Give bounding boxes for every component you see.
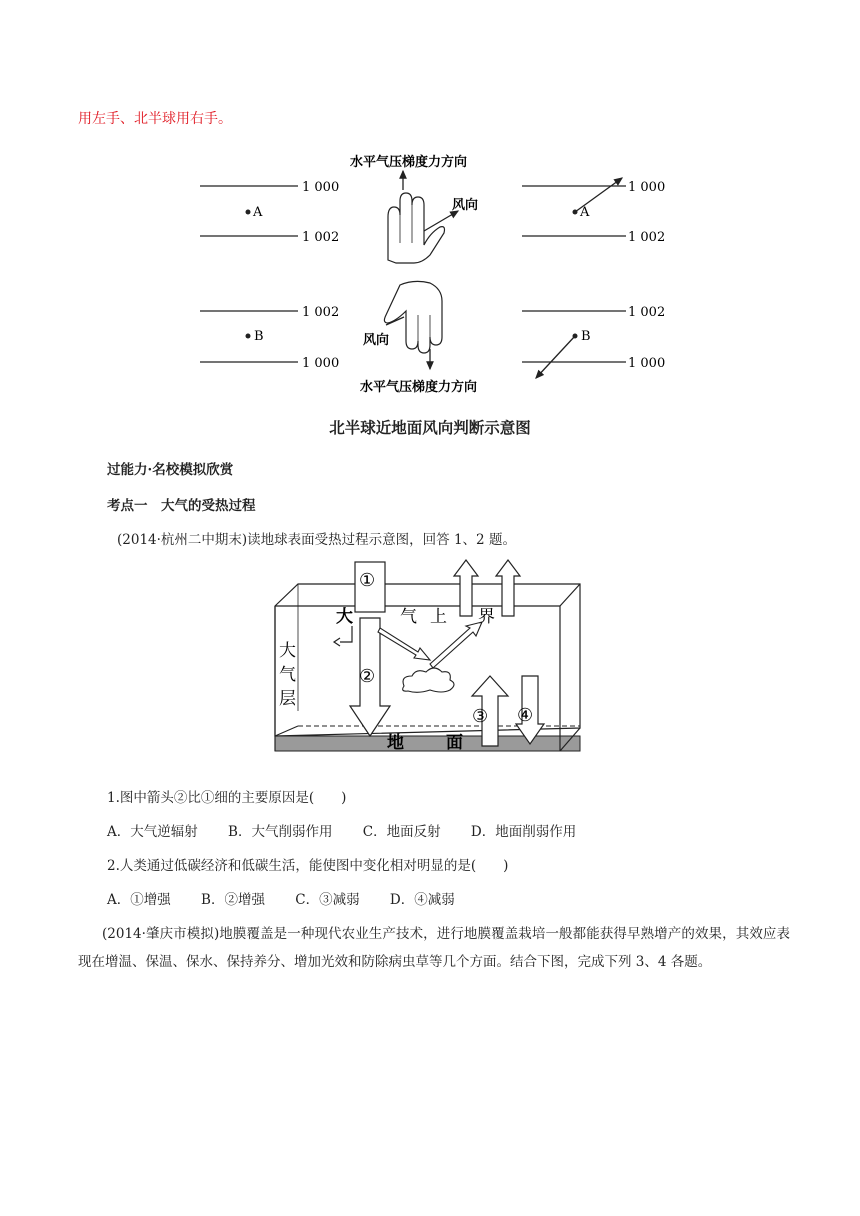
option-a[interactable]: A．①增强 bbox=[107, 892, 171, 908]
question1-options bbox=[107, 820, 602, 840]
top-boundary-char: 大 bbox=[336, 607, 353, 627]
isobar-label: 1 000 bbox=[302, 356, 340, 371]
ground-char: 地 bbox=[387, 733, 404, 753]
right-hand-icon bbox=[384, 281, 442, 353]
wind-label-bottom: 风向 bbox=[363, 333, 390, 348]
atmosphere-char: 大 bbox=[279, 641, 296, 661]
section-heading: 过能力·名校模拟欣赏 bbox=[107, 462, 234, 478]
question2-stem: 2.人类通过低碳经济和低碳生活，能使图中变化相对明显的是( ) bbox=[107, 858, 509, 874]
isobar-label: 1 002 bbox=[628, 305, 666, 320]
isobar-label: 1 002 bbox=[628, 230, 666, 245]
scatter-arrow bbox=[378, 628, 430, 660]
wind-arrow bbox=[575, 178, 622, 212]
option-a[interactable]: A．大气逆辐射 bbox=[107, 824, 198, 840]
problem-intro: (2014·杭州二中期末)读地球表面受热过程示意图，回答 1、2 题。 bbox=[117, 532, 516, 548]
isobar-label: 1 000 bbox=[628, 356, 666, 371]
point-a bbox=[246, 210, 251, 215]
arrow-4-label: ④ bbox=[517, 705, 534, 726]
isobar-label: 1 002 bbox=[302, 230, 340, 245]
outgoing-arrow bbox=[496, 560, 520, 616]
option-d[interactable]: D．④减弱 bbox=[389, 892, 455, 908]
top-boundary-char: 上 bbox=[430, 607, 447, 627]
point-a-label: A bbox=[253, 205, 263, 220]
arrow-3-label: ③ bbox=[472, 706, 489, 727]
pressure-force-label-top: 水平气压梯度力方向 bbox=[350, 155, 468, 170]
isobar-label: 1 002 bbox=[302, 305, 340, 320]
top-boundary-char: 界 bbox=[478, 607, 495, 627]
paragraph-text: (2014·肇庆市模拟)地膜覆盖是一种现代农业生产技术，进行地膜覆盖栽培一般都能获得早熟增产的效果，其效应表现在增温、保温、保水、保持养分、增加光效和防除病虫草等几个方面。结合下图，完成下列 3、4 各题。 bbox=[78, 926, 790, 970]
reflection-arrow bbox=[334, 626, 352, 646]
point-b bbox=[246, 334, 251, 339]
atmosphere-char: 气 bbox=[279, 665, 296, 685]
option-c[interactable]: C．③减弱 bbox=[295, 892, 360, 908]
option-c[interactable]: C．地面反射 bbox=[362, 824, 441, 840]
intro-text: 用左手、北半球用右手。 bbox=[78, 111, 232, 127]
arrow-2-label: ② bbox=[359, 666, 376, 687]
option-d[interactable]: D．地面削弱作用 bbox=[470, 824, 577, 840]
cloud-icon bbox=[403, 668, 454, 692]
reflect-up-arrow bbox=[430, 622, 482, 668]
option-b[interactable]: B．大气削弱作用 bbox=[228, 824, 333, 840]
right-hand-icon bbox=[388, 193, 445, 263]
outgoing-arrow bbox=[454, 560, 478, 616]
pressure-force-label-bottom: 水平气压梯度力方向 bbox=[360, 380, 478, 395]
point-b-label: B bbox=[581, 329, 591, 344]
isobar-label: 1 000 bbox=[302, 180, 340, 195]
arrow-1-label: ① bbox=[359, 570, 376, 591]
ground-char: 面 bbox=[446, 733, 463, 753]
top-boundary-char: 气 bbox=[400, 607, 417, 627]
wind-label-top: 风向 bbox=[452, 198, 479, 213]
question2-options bbox=[107, 888, 481, 908]
wind-arrow bbox=[536, 336, 575, 378]
atmosphere-char: 层 bbox=[279, 689, 296, 709]
option-b[interactable]: B．②增强 bbox=[201, 892, 265, 908]
point-a-label: A bbox=[580, 205, 590, 220]
point-b-label: B bbox=[254, 329, 264, 344]
diagram1-title: 北半球近地面风向判断示意图 bbox=[329, 418, 531, 437]
topic-heading: 考点一 大气的受热过程 bbox=[107, 498, 256, 514]
isobar-label: 1 000 bbox=[628, 180, 666, 195]
wind-direction-diagram bbox=[190, 145, 680, 405]
question1-stem: 1.图中箭头②比①细的主要原因是( ) bbox=[107, 790, 347, 806]
heating-process-diagram bbox=[270, 556, 585, 771]
